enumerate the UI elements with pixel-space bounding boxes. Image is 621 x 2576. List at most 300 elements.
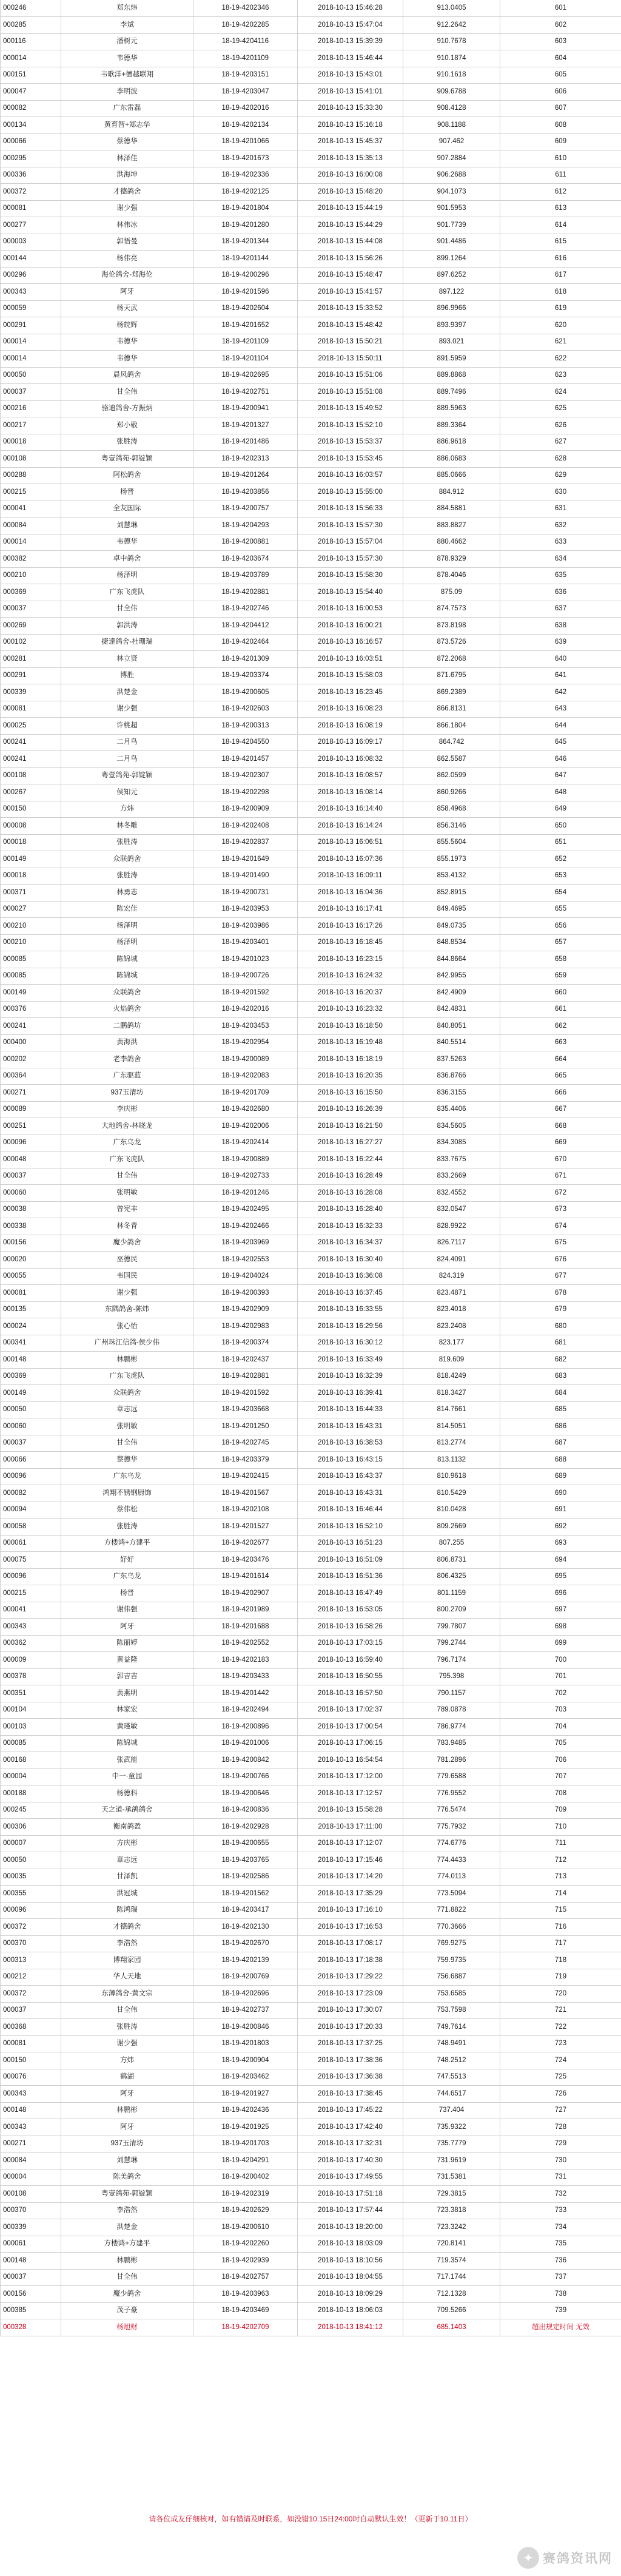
speed-value-cell: 899.1264: [403, 251, 500, 268]
ring-number-cell: 18-19-4200896: [193, 1719, 298, 1736]
speed-value-cell: 813.1132: [403, 1452, 500, 1469]
arrival-time-cell: 2018-10-13 17:30:07: [298, 2002, 403, 2019]
ring-number-cell: 18-19-4204293: [193, 518, 298, 534]
ring-number-cell: 18-19-4201989: [193, 1602, 298, 1619]
ring-number-cell: 18-19-4200374: [193, 1335, 298, 1352]
ring-number-cell: 18-19-4204550: [193, 734, 298, 751]
arrival-time-cell: 2018-10-13 16:50:55: [298, 1668, 403, 1685]
rank-value-cell: 653: [500, 868, 621, 885]
table-row: [1, 1485, 621, 1502]
table-row: [1, 1652, 621, 1669]
table-row: [1, 17, 621, 34]
table-row: [1, 1034, 621, 1051]
speed-value-cell: 731.9619: [403, 2153, 500, 2170]
rank-value-cell: 627: [500, 434, 621, 451]
eagle-logo-icon: ✦: [517, 2547, 539, 2569]
ring-number-cell: 18-19-4201652: [193, 317, 298, 334]
owner-name-cell: 甘泽凯: [61, 1869, 193, 1886]
table-row: [1, 1185, 621, 1202]
speed-value-cell: 840.8051: [403, 1018, 500, 1035]
arrival-time-cell: 2018-10-13 15:47:04: [298, 17, 403, 34]
rank-value-cell: 708: [500, 1785, 621, 1802]
speed-value-cell: 836.8766: [403, 1068, 500, 1085]
rank-value-cell: 652: [500, 851, 621, 868]
speed-value-cell: 889.8868: [403, 367, 500, 384]
ring-number-cell: 18-19-4201344: [193, 234, 298, 251]
rank-value-cell: 664: [500, 1051, 621, 1068]
arrival-time-cell: 2018-10-13 16:08:32: [298, 751, 403, 768]
speed-value-cell: 685.1403: [403, 2319, 500, 2336]
pigeon-club-code-cell: 000343: [1, 2119, 61, 2136]
speed-value-cell: 789.0878: [403, 1702, 500, 1719]
speed-value-cell: 872.2068: [403, 651, 500, 668]
table-row: [1, 417, 621, 434]
table-row: [1, 150, 621, 167]
speed-value-cell: 908.4128: [403, 100, 500, 117]
owner-name-cell: 众联鸽舍: [61, 1385, 193, 1402]
owner-name-cell: 谢伟强: [61, 1602, 193, 1619]
arrival-time-cell: 2018-10-13 17:36:38: [298, 2069, 403, 2086]
ring-number-cell: 18-19-4203765: [193, 1852, 298, 1869]
ring-number-cell: 18-19-4200757: [193, 501, 298, 518]
arrival-time-cell: 2018-10-13 16:09:17: [298, 734, 403, 751]
speed-value-cell: 884.912: [403, 484, 500, 501]
ring-number-cell: 18-19-4200089: [193, 1051, 298, 1068]
owner-name-cell: 茂子豪: [61, 2302, 193, 2319]
table-row: [1, 1619, 621, 1636]
table-row: [1, 1869, 621, 1886]
arrival-time-cell: 2018-10-13 16:53:05: [298, 1602, 403, 1619]
arrival-time-cell: 2018-10-13 17:03:15: [298, 1635, 403, 1652]
pigeon-club-code-cell: 000382: [1, 551, 61, 568]
arrival-time-cell: 2018-10-13 15:39:39: [298, 33, 403, 50]
rank-value-cell: 603: [500, 33, 621, 50]
speed-value-cell: 717.1744: [403, 2269, 500, 2286]
speed-value-cell: 833.2669: [403, 1168, 500, 1185]
arrival-time-cell: 2018-10-13 16:14:24: [298, 818, 403, 835]
speed-value-cell: 823.4018: [403, 1301, 500, 1318]
owner-name-cell: 方炜: [61, 2052, 193, 2069]
ring-number-cell: 18-19-4201280: [193, 217, 298, 234]
table-row: [1, 868, 621, 885]
owner-name-cell: 阿松鸽舍: [61, 467, 193, 484]
owner-name-cell: 广东乌龙: [61, 1135, 193, 1151]
speed-value-cell: 753.7598: [403, 2002, 500, 2019]
owner-name-cell: 杨旭财: [61, 2319, 193, 2336]
arrival-time-cell: 2018-10-13 17:45:22: [298, 2102, 403, 2119]
arrival-time-cell: 2018-10-13 15:46:28: [298, 0, 403, 17]
arrival-time-cell: 2018-10-13 16:18:50: [298, 1018, 403, 1035]
table-row: [1, 767, 621, 784]
pigeon-club-code-cell: 000285: [1, 17, 61, 34]
rank-value-cell: 666: [500, 1085, 621, 1102]
pigeon-club-code-cell: 000096: [1, 1902, 61, 1919]
rank-value-cell: 692: [500, 1519, 621, 1536]
pigeon-club-code-cell: 000096: [1, 1568, 61, 1585]
arrival-time-cell: 2018-10-13 16:22:44: [298, 1151, 403, 1168]
table-row: [1, 1752, 621, 1769]
speed-value-cell: 773.5094: [403, 1886, 500, 1903]
arrival-time-cell: 2018-10-13 16:08:19: [298, 718, 403, 735]
ring-number-cell: 18-19-4204116: [193, 33, 298, 50]
rank-value-cell: 714: [500, 1886, 621, 1903]
rank-value-cell: 615: [500, 234, 621, 251]
speed-value-cell: 910.1874: [403, 50, 500, 67]
ring-number-cell: 18-19-4203668: [193, 1401, 298, 1418]
arrival-time-cell: 2018-10-13 18:41:12: [298, 2319, 403, 2336]
rank-value-cell: 665: [500, 1068, 621, 1085]
owner-name-cell: 林家宏: [61, 1702, 193, 1719]
owner-name-cell: 魔少鸽舍: [61, 2286, 193, 2303]
rank-value-cell: 683: [500, 1368, 621, 1385]
arrival-time-cell: 2018-10-13 17:40:30: [298, 2153, 403, 2170]
owner-name-cell: 甘全伟: [61, 1435, 193, 1452]
owner-name-cell: 广东乌龙: [61, 1568, 193, 1585]
rank-value-cell: 717: [500, 1935, 621, 1952]
speed-value-cell: 893.9397: [403, 317, 500, 334]
arrival-time-cell: 2018-10-13 17:18:38: [298, 1952, 403, 1969]
speed-value-cell: 897.122: [403, 284, 500, 301]
speed-value-cell: 849.0735: [403, 918, 500, 935]
ring-number-cell: 18-19-4200393: [193, 1285, 298, 1302]
ring-number-cell: 18-19-4202907: [193, 1585, 298, 1602]
arrival-time-cell: 2018-10-13 16:44:33: [298, 1401, 403, 1418]
arrival-time-cell: 2018-10-13 15:58:30: [298, 567, 403, 584]
arrival-time-cell: 2018-10-13 15:43:01: [298, 67, 403, 84]
arrival-time-cell: 2018-10-13 16:00:53: [298, 601, 403, 618]
table-row: [1, 1719, 621, 1736]
ring-number-cell: 18-19-4201562: [193, 1886, 298, 1903]
owner-name-cell: 刘慧琳: [61, 518, 193, 534]
pigeon-club-code-cell: 000025: [1, 718, 61, 735]
table-row: [1, 2002, 621, 2019]
speed-value-cell: 756.6887: [403, 1969, 500, 1986]
ring-number-cell: 18-19-4202680: [193, 1101, 298, 1118]
rank-value-cell: 620: [500, 317, 621, 334]
pigeon-club-code-cell: 000037: [1, 2002, 61, 2019]
speed-value-cell: 834.3085: [403, 1135, 500, 1151]
rank-value-cell: 609: [500, 133, 621, 150]
table-row: [1, 1151, 621, 1168]
arrival-time-cell: 2018-10-13 17:57:44: [298, 2202, 403, 2219]
rank-value-cell: 656: [500, 918, 621, 935]
table-row: [1, 1085, 621, 1102]
table-row: [1, 1969, 621, 1986]
arrival-time-cell: 2018-10-13 16:43:15: [298, 1452, 403, 1469]
speed-value-cell: 753.6585: [403, 1986, 500, 2003]
table-row: [1, 1602, 621, 1619]
owner-name-cell: 杨皖辉: [61, 317, 193, 334]
owner-name-cell: 阿牙: [61, 1619, 193, 1636]
arrival-time-cell: 2018-10-13 18:20:00: [298, 2219, 403, 2236]
pigeon-club-code-cell: 000148: [1, 1352, 61, 1369]
rank-value-cell: 611: [500, 167, 621, 184]
rank-value-cell: 676: [500, 1252, 621, 1269]
owner-name-cell: 谢少强: [61, 1285, 193, 1302]
owner-name-cell: 杨德科: [61, 1785, 193, 1802]
ring-number-cell: 18-19-4200731: [193, 885, 298, 902]
table-row: [1, 2052, 621, 2069]
ring-number-cell: 18-19-4202733: [193, 1168, 298, 1185]
owner-name-cell: 林鹏彬: [61, 2253, 193, 2270]
speed-value-cell: 769.9275: [403, 1935, 500, 1952]
table-row: [1, 1702, 621, 1719]
arrival-time-cell: 2018-10-13 18:10:56: [298, 2253, 403, 2270]
arrival-time-cell: 2018-10-13 16:24:32: [298, 968, 403, 985]
arrival-time-cell: 2018-10-13 16:17:26: [298, 918, 403, 935]
rank-value-cell: 698: [500, 1619, 621, 1636]
table-row: [1, 234, 621, 251]
pigeon-club-code-cell: 000004: [1, 1768, 61, 1785]
owner-name-cell: 甘全伟: [61, 2002, 193, 2019]
rank-value-cell: 684: [500, 1385, 621, 1402]
pigeon-club-code-cell: 000055: [1, 1268, 61, 1285]
pigeon-club-code-cell: 000004: [1, 2169, 61, 2186]
owner-name-cell: 鸿翔不锈钢厨饰: [61, 1485, 193, 1502]
arrival-time-cell: 2018-10-13 16:57:50: [298, 1685, 403, 1702]
arrival-time-cell: 2018-10-13 17:12:07: [298, 1835, 403, 1852]
ring-number-cell: 18-19-4202552: [193, 1635, 298, 1652]
pigeon-club-code-cell: 000376: [1, 1001, 61, 1018]
ring-number-cell: 18-19-4202751: [193, 384, 298, 401]
owner-name-cell: 张胜涛: [61, 434, 193, 451]
pigeon-club-code-cell: 000149: [1, 851, 61, 868]
table-row: [1, 50, 621, 67]
rank-value-cell: 622: [500, 351, 621, 368]
table-row: [1, 1886, 621, 1903]
speed-value-cell: 731.5381: [403, 2169, 500, 2186]
speed-value-cell: 709.5266: [403, 2302, 500, 2319]
owner-name-cell: 黄瑾敏: [61, 1719, 193, 1736]
pigeon-club-code-cell: 000104: [1, 1702, 61, 1719]
arrival-time-cell: 2018-10-13 17:00:54: [298, 1719, 403, 1736]
speed-value-cell: 735.9322: [403, 2119, 500, 2136]
pigeon-club-code-cell: 000313: [1, 1952, 61, 1969]
rank-value-cell: 704: [500, 1719, 621, 1736]
table-row: [1, 1418, 621, 1435]
ring-number-cell: 18-19-4202408: [193, 818, 298, 835]
owner-name-cell: 中一·童园: [61, 1768, 193, 1785]
table-row: [1, 484, 621, 501]
arrival-time-cell: 2018-10-13 17:23:09: [298, 1986, 403, 2003]
pigeon-club-code-cell: 000338: [1, 1218, 61, 1235]
speed-value-cell: 864.742: [403, 734, 500, 751]
ring-number-cell: 18-19-4202745: [193, 1435, 298, 1452]
speed-value-cell: 858.4968: [403, 801, 500, 818]
owner-name-cell: 林泽佳: [61, 150, 193, 167]
table-row: [1, 2119, 621, 2136]
owner-name-cell: 老李鸽舍: [61, 1051, 193, 1068]
owner-name-cell: 方炜: [61, 801, 193, 818]
pigeon-club-code-cell: 000151: [1, 67, 61, 84]
ring-number-cell: 18-19-4200646: [193, 1785, 298, 1802]
speed-value-cell: 783.9485: [403, 1735, 500, 1752]
arrival-time-cell: 2018-10-13 16:54:54: [298, 1752, 403, 1769]
pigeon-club-code-cell: 000050: [1, 367, 61, 384]
owner-name-cell: 林鹏彬: [61, 1352, 193, 1369]
ring-number-cell: 18-19-4202130: [193, 1919, 298, 1936]
speed-value-cell: 826.7117: [403, 1235, 500, 1252]
table-row: [1, 1335, 621, 1352]
speed-value-cell: 842.4909: [403, 985, 500, 1002]
ring-number-cell: 18-19-4202677: [193, 1535, 298, 1552]
ring-number-cell: 18-19-4204412: [193, 618, 298, 635]
ring-number-cell: 18-19-4201104: [193, 351, 298, 368]
ring-number-cell: 18-19-4202125: [193, 184, 298, 201]
speed-value-cell: 836.3155: [403, 1085, 500, 1102]
table-row: [1, 317, 621, 334]
ring-number-cell: 18-19-4202928: [193, 1819, 298, 1836]
ring-number-cell: 18-19-4200402: [193, 2169, 298, 2186]
ring-number-cell: 18-19-4201688: [193, 1619, 298, 1636]
speed-value-cell: 810.5429: [403, 1485, 500, 1502]
arrival-time-cell: 2018-10-13 15:53:45: [298, 451, 403, 468]
owner-name-cell: 博翔家园: [61, 1952, 193, 1969]
pigeon-club-code-cell: 000050: [1, 1852, 61, 1869]
arrival-time-cell: 2018-10-13 16:36:08: [298, 1268, 403, 1285]
owner-name-cell: 杨晋: [61, 1585, 193, 1602]
pigeon-club-code-cell: 000271: [1, 1085, 61, 1102]
arrival-time-cell: 2018-10-13 15:41:01: [298, 84, 403, 101]
owner-name-cell: 李浩然: [61, 1935, 193, 1952]
table-row: [1, 1585, 621, 1602]
pigeon-club-code-cell: 000066: [1, 1452, 61, 1469]
rank-value-cell: 732: [500, 2186, 621, 2203]
table-row: [1, 818, 621, 835]
speed-value-cell: 908.1188: [403, 117, 500, 134]
arrival-time-cell: 2018-10-13 16:59:40: [298, 1652, 403, 1669]
speed-value-cell: 886.0683: [403, 451, 500, 468]
table-row: [1, 918, 621, 935]
arrival-time-cell: 2018-10-13 15:57:30: [298, 551, 403, 568]
owner-name-cell: 林冬雕: [61, 818, 193, 835]
owner-name-cell: 陈丽婷: [61, 1635, 193, 1652]
owner-name-cell: 二鹏鸽坊: [61, 1018, 193, 1035]
rank-value-cell: 710: [500, 1819, 621, 1836]
owner-name-cell: 阿牙: [61, 2086, 193, 2103]
ring-number-cell: 18-19-4203417: [193, 1902, 298, 1919]
speed-value-cell: 809.2669: [403, 1519, 500, 1536]
arrival-time-cell: 2018-10-13 16:18:45: [298, 934, 403, 951]
owner-name-cell: 黄燕明: [61, 1685, 193, 1702]
owner-name-cell: 郑小敬: [61, 417, 193, 434]
pigeon-club-code-cell: 000351: [1, 1685, 61, 1702]
table-row: [1, 1768, 621, 1785]
ring-number-cell: 18-19-4202670: [193, 1935, 298, 1952]
table-row: [1, 1785, 621, 1802]
table-row: [1, 2136, 621, 2153]
speed-value-cell: 774.6776: [403, 1835, 500, 1852]
arrival-time-cell: 2018-10-13 16:28:40: [298, 1201, 403, 1218]
arrival-time-cell: 2018-10-13 16:46:44: [298, 1502, 403, 1519]
pigeon-club-code-cell: 000150: [1, 2052, 61, 2069]
arrival-time-cell: 2018-10-13 16:29:56: [298, 1318, 403, 1335]
table-row: [1, 1368, 621, 1385]
owner-name-cell: 方楼鸿+方建平: [61, 1535, 193, 1552]
owner-name-cell: 捷達鸽舍-杜珊瑞: [61, 634, 193, 651]
pigeon-club-code-cell: 000027: [1, 901, 61, 918]
table-row: [1, 1401, 621, 1418]
ring-number-cell: 18-19-4201804: [193, 200, 298, 217]
ring-number-cell: 18-19-4201109: [193, 334, 298, 351]
speed-value-cell: 832.4552: [403, 1185, 500, 1202]
ring-number-cell: 18-19-4201442: [193, 1685, 298, 1702]
rank-value-cell: 705: [500, 1735, 621, 1752]
rank-value-cell: 719: [500, 1969, 621, 1986]
ring-number-cell: 18-19-4200842: [193, 1752, 298, 1769]
rank-value-cell: 650: [500, 818, 621, 835]
ring-number-cell: 18-19-4203856: [193, 484, 298, 501]
rank-value-cell: 607: [500, 100, 621, 117]
rank-value-cell: 621: [500, 334, 621, 351]
arrival-time-cell: 2018-10-13 16:28:49: [298, 1168, 403, 1185]
pigeon-club-code-cell: 000134: [1, 117, 61, 134]
speed-value-cell: 814.5051: [403, 1418, 500, 1435]
arrival-time-cell: 2018-10-13 16:34:37: [298, 1235, 403, 1252]
table-row: [1, 518, 621, 534]
rank-value-cell: 682: [500, 1352, 621, 1369]
arrival-time-cell: 2018-10-13 16:43:31: [298, 1485, 403, 1502]
owner-name-cell: 杨晋: [61, 484, 193, 501]
arrival-time-cell: 2018-10-13 15:56:33: [298, 501, 403, 518]
pigeon-club-code-cell: 000385: [1, 2302, 61, 2319]
ring-number-cell: 18-19-4201596: [193, 284, 298, 301]
pigeon-club-code-cell: 000215: [1, 1585, 61, 1602]
pigeon-club-code-cell: 000370: [1, 1935, 61, 1952]
ring-number-cell: 18-19-4203151: [193, 67, 298, 84]
speed-value-cell: 737.404: [403, 2102, 500, 2119]
owner-name-cell: 杨泽明: [61, 934, 193, 951]
owner-name-cell: 韦德华: [61, 534, 193, 551]
pigeon-club-code-cell: 000018: [1, 868, 61, 885]
rank-value-cell: 703: [500, 1702, 621, 1719]
speed-value-cell: 823.177: [403, 1335, 500, 1352]
rank-value-cell: 649: [500, 801, 621, 818]
owner-name-cell: 洪楚金: [61, 684, 193, 701]
pigeon-club-code-cell: 000150: [1, 801, 61, 818]
owner-name-cell: 东薄鸽舍-黄文宗: [61, 1986, 193, 2003]
speed-value-cell: 712.1328: [403, 2286, 500, 2303]
arrival-time-cell: 2018-10-13 15:52:10: [298, 417, 403, 434]
pigeon-club-code-cell: 000060: [1, 1418, 61, 1435]
speed-value-cell: 770.3666: [403, 1919, 500, 1936]
owner-name-cell: 林立贤: [61, 651, 193, 668]
ring-number-cell: 18-19-4201803: [193, 2035, 298, 2052]
table-row: [1, 467, 621, 484]
pigeon-club-code-cell: 000372: [1, 1986, 61, 2003]
table-row: [1, 1051, 621, 1068]
pigeon-club-code-cell: 000081: [1, 200, 61, 217]
table-row: [1, 1819, 621, 1836]
pigeon-club-code-cell: 000245: [1, 1802, 61, 1819]
rank-value-cell: 605: [500, 67, 621, 84]
arrival-time-cell: 2018-10-13 16:32:39: [298, 1368, 403, 1385]
pigeon-club-code-cell: 000018: [1, 834, 61, 851]
rank-value-cell: 702: [500, 1685, 621, 1702]
table-row: [1, 1535, 621, 1552]
arrival-time-cell: 2018-10-13 17:15:46: [298, 1852, 403, 1869]
rank-value-cell: 724: [500, 2052, 621, 2069]
arrival-time-cell: 2018-10-13 16:23:15: [298, 951, 403, 968]
speed-value-cell: 744.6517: [403, 2086, 500, 2103]
ring-number-cell: 18-19-4202909: [193, 1301, 298, 1318]
owner-name-cell: 广州珠江信鸽-侯少伟: [61, 1335, 193, 1352]
ring-number-cell: 18-19-4202437: [193, 1352, 298, 1369]
table-row: [1, 1502, 621, 1519]
rank-value-cell: 644: [500, 718, 621, 735]
owner-name-cell: 李庆彬: [61, 1101, 193, 1118]
arrival-time-cell: 2018-10-13 15:44:08: [298, 234, 403, 251]
